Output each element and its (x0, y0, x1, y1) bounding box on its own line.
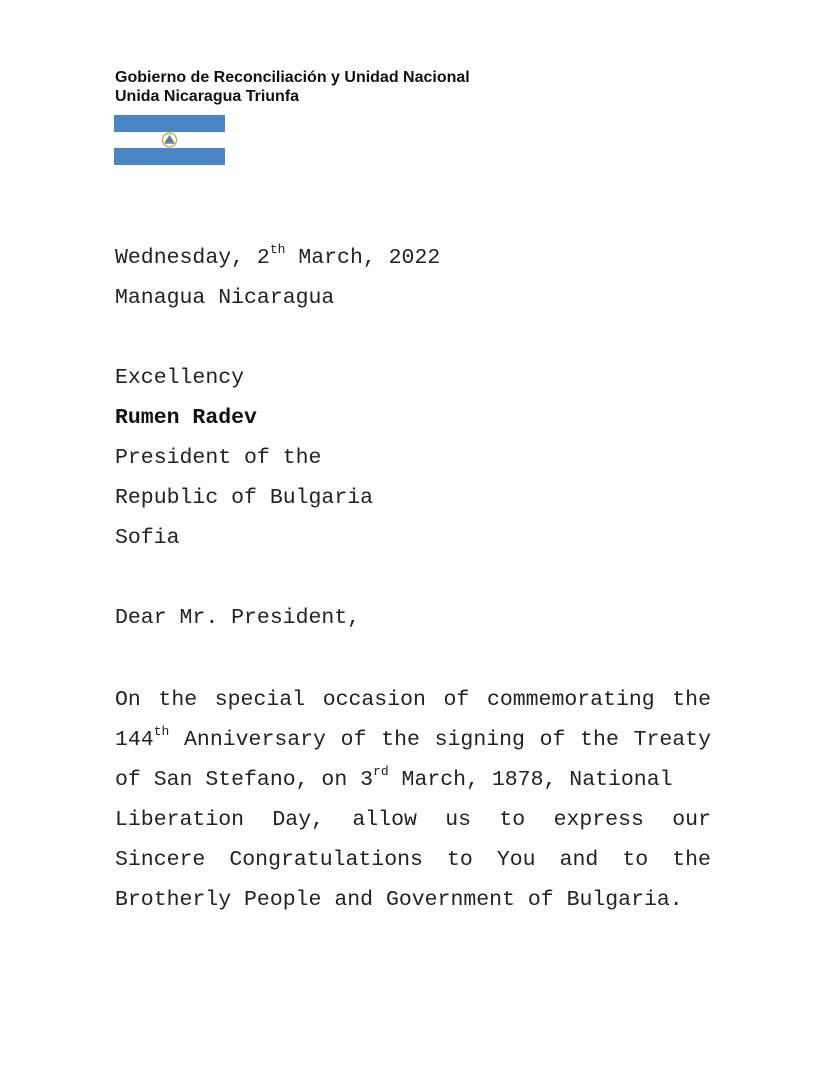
body-word: our (672, 808, 711, 832)
recipient-city: Sofia (115, 526, 180, 550)
body-word: commemorating (486, 688, 655, 712)
body-word: the (158, 688, 198, 712)
body-word: and (559, 848, 599, 872)
body-word: the (580, 728, 619, 752)
body-word: to (446, 848, 473, 872)
date-weekday: Wednesday, 2 (115, 246, 270, 270)
body-line-4 (115, 800, 711, 840)
body-word: allow (352, 808, 417, 832)
nicaragua-flag-icon (114, 115, 225, 165)
body-word: Treaty (633, 728, 711, 752)
body-word: the (672, 688, 711, 712)
body-word: of (443, 688, 470, 712)
recipient-name: Rumen Radev (115, 406, 257, 430)
date-line (115, 238, 711, 278)
body-word: to (499, 808, 526, 832)
body-word: Day, (272, 808, 324, 832)
body-line-3 (115, 760, 711, 800)
letterhead (115, 68, 470, 106)
letter-body-paragraph (115, 680, 711, 920)
body-word: signing (434, 728, 525, 752)
body-word: of (539, 728, 566, 752)
body-word: You (496, 848, 536, 872)
body-line-1 (115, 680, 711, 720)
letterhead-government-name: Gobierno de Reconciliación y Unidad Nacional (115, 69, 470, 86)
body-line-3-text: of San Stefano, on 3rd March, 1878, National (115, 763, 673, 792)
body-word: Sincere (115, 848, 206, 872)
body-word: the (381, 728, 420, 752)
recipient-role-line-1: President of the (115, 446, 322, 470)
body-line-5 (115, 840, 711, 880)
place-line: Managua Nicaragua (115, 286, 335, 310)
body-word: Anniversary (184, 728, 326, 752)
spacer (115, 558, 711, 598)
body-word: On (115, 688, 141, 712)
spacer (115, 318, 711, 358)
letter-heading-block (115, 238, 711, 638)
recipient-title: Excellency (115, 366, 245, 390)
body-word: Liberation (115, 808, 245, 832)
body-line-2 (115, 720, 711, 760)
body-ordinal-144th: 144th (115, 723, 170, 752)
body-word: to (622, 848, 649, 872)
date-ordinal-suffix: th (269, 241, 286, 257)
body-word: occasion (322, 688, 426, 712)
body-word: express (553, 808, 644, 832)
body-word: us (445, 808, 472, 832)
greeting: Dear Mr. President, (115, 606, 361, 630)
recipient-role-line-2: Republic of Bulgaria (115, 486, 374, 510)
body-line-6: Brotherly People and Government of Bulgaria. (115, 888, 683, 912)
letterhead-slogan: Unida Nicaragua Triunfa (115, 88, 300, 105)
body-word: Congratulations (229, 848, 423, 872)
body-word: of (340, 728, 367, 752)
body-word: the (672, 848, 711, 872)
body-word: special (214, 688, 306, 712)
date-month-year: March, 2022 (285, 246, 441, 270)
